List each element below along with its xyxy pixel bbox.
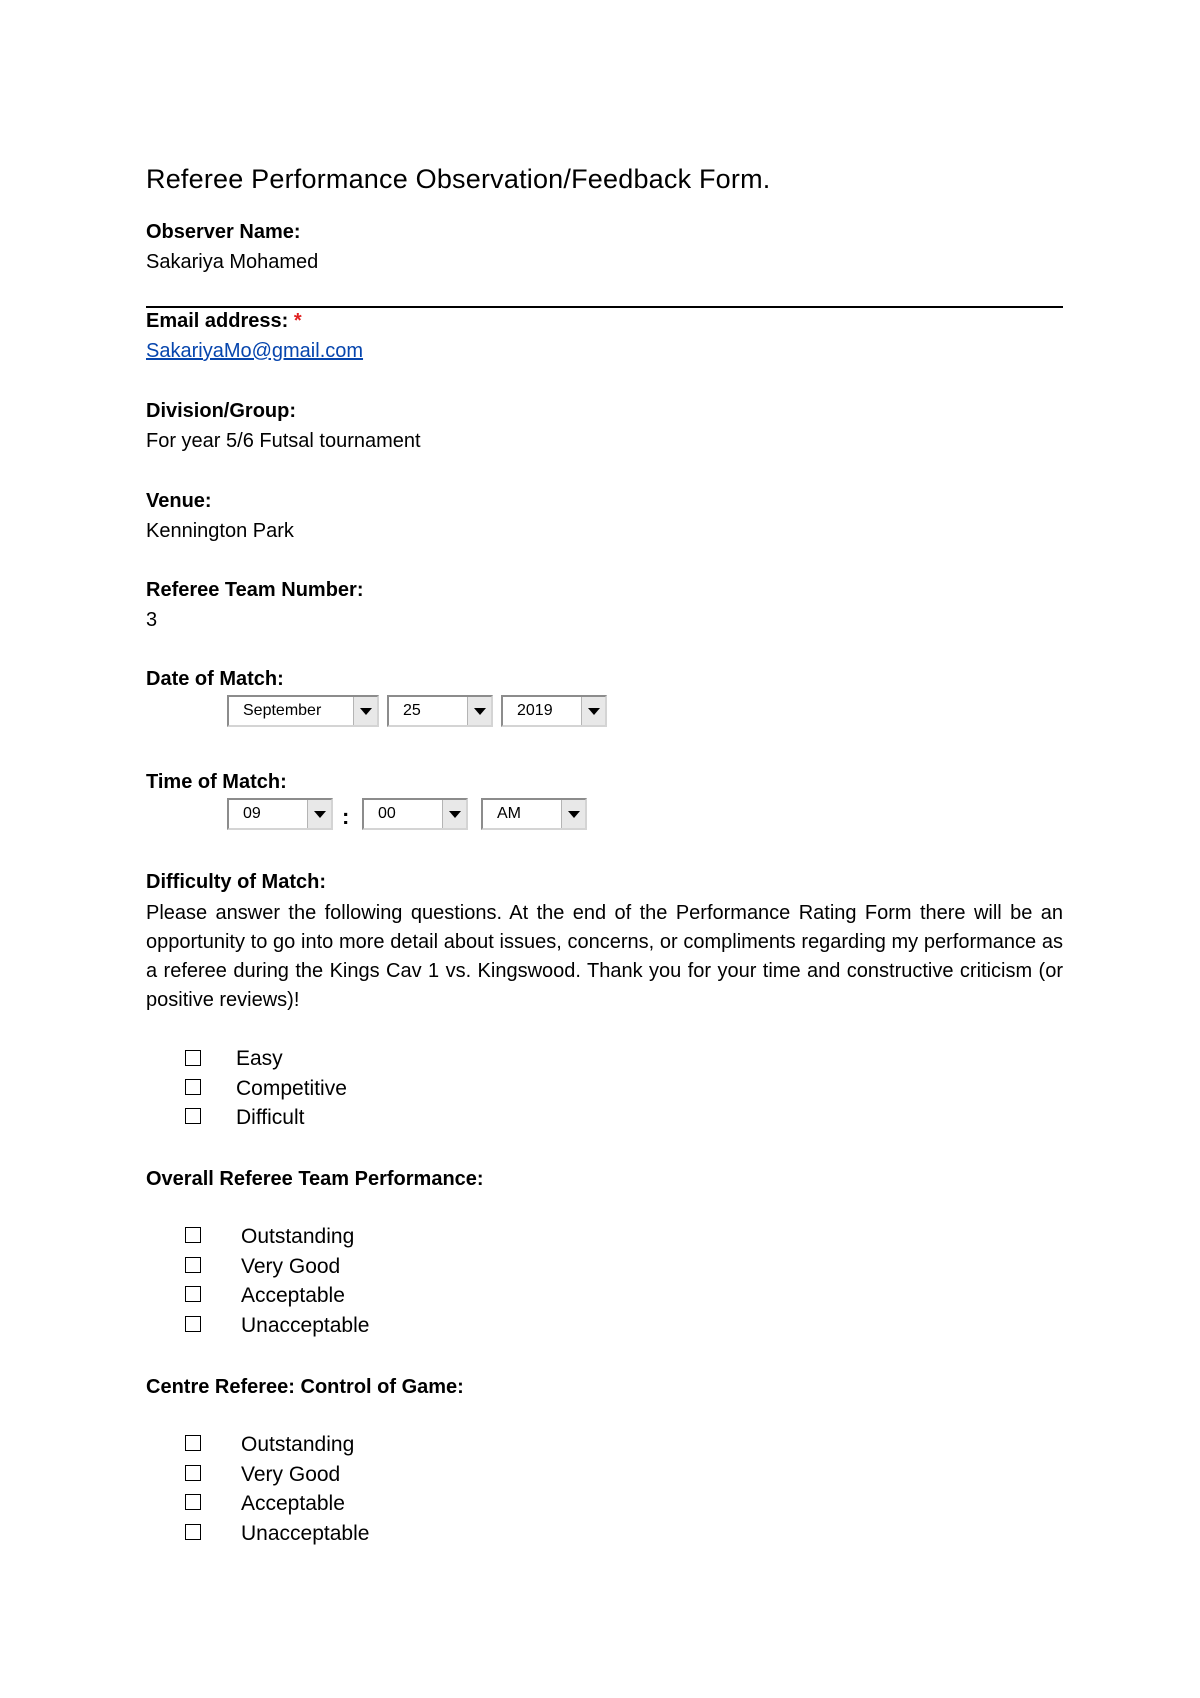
minute-value: 00: [378, 805, 396, 822]
checkbox-difficult[interactable]: [185, 1108, 201, 1124]
option-easy: Easy: [236, 1047, 283, 1070]
minute-select[interactable]: [362, 798, 468, 830]
team-number-value: 3: [146, 609, 158, 631]
venue-value: Kennington Park: [146, 520, 294, 542]
team-number-label: Referee Team Number:: [146, 579, 364, 601]
hour-select[interactable]: [227, 798, 333, 830]
month-value: September: [243, 702, 322, 719]
observer-value: Sakariya Mohamed: [146, 251, 319, 273]
chevron-down-icon[interactable]: [467, 697, 491, 725]
option-overall-very-good: Very Good: [241, 1255, 341, 1278]
option-centre-acceptable: Acceptable: [241, 1492, 345, 1515]
option-overall-outstanding: Outstanding: [241, 1225, 355, 1248]
checkbox-overall-unacceptable[interactable]: [185, 1316, 201, 1332]
date-label: Date of Match:: [146, 668, 284, 690]
email-label-text: Email address:: [146, 310, 289, 332]
divider: [146, 306, 1063, 308]
option-centre-outstanding: Outstanding: [241, 1433, 355, 1456]
option-overall-unacceptable: Unacceptable: [241, 1314, 370, 1337]
hour-value: 09: [243, 805, 261, 822]
ampm-select[interactable]: [481, 798, 587, 830]
year-select[interactable]: [501, 695, 607, 727]
overall-label: Overall Referee Team Performance:: [146, 1168, 484, 1190]
year-value: 2019: [517, 702, 553, 719]
division-label: Division/Group:: [146, 400, 296, 422]
day-value: 25: [403, 702, 421, 719]
observer-label: Observer Name:: [146, 221, 301, 243]
day-select[interactable]: [387, 695, 493, 727]
chevron-down-icon[interactable]: [307, 800, 331, 828]
option-centre-very-good: Very Good: [241, 1463, 341, 1486]
option-competitive: Competitive: [236, 1077, 347, 1100]
option-overall-acceptable: Acceptable: [241, 1284, 345, 1307]
month-select[interactable]: [227, 695, 379, 727]
checkbox-competitive[interactable]: [185, 1079, 201, 1095]
checkbox-centre-outstanding[interactable]: [185, 1435, 201, 1451]
checkbox-overall-very-good[interactable]: [185, 1257, 201, 1273]
ampm-value: AM: [497, 805, 521, 822]
option-difficult: Difficult: [236, 1106, 305, 1129]
difficulty-description: Please answer the following questions. At the end of the Performance Rating Form there will be an opportunity to go into more detail about issues, concerns, or compliments regarding my performance as a referee during the Kings Cav 1 vs. Kingswood. Thank you for your time and constructive criticism (or positive reviews)!: [146, 902, 1063, 1011]
division-value: For year 5/6 Futsal tournament: [146, 430, 421, 452]
chevron-down-icon[interactable]: [581, 697, 605, 725]
checkbox-overall-outstanding[interactable]: [185, 1227, 201, 1243]
checkbox-overall-acceptable[interactable]: [185, 1286, 201, 1302]
venue-label: Venue:: [146, 490, 212, 512]
time-label: Time of Match:: [146, 771, 287, 793]
email-label: [146, 310, 302, 333]
email-link[interactable]: SakariyaMo@gmail.com: [146, 340, 364, 362]
checkbox-centre-very-good[interactable]: [185, 1465, 201, 1481]
centre-label: Centre Referee: Control of Game:: [146, 1376, 464, 1398]
checkbox-centre-unacceptable[interactable]: [185, 1524, 201, 1540]
required-marker: *: [293, 310, 302, 332]
chevron-down-icon[interactable]: [442, 800, 466, 828]
time-separator: :: [342, 804, 350, 829]
checkbox-centre-acceptable[interactable]: [185, 1494, 201, 1510]
checkbox-easy[interactable]: [185, 1050, 201, 1066]
difficulty-label: Difficulty of Match:: [146, 871, 326, 893]
chevron-down-icon[interactable]: [561, 800, 585, 828]
option-centre-unacceptable: Unacceptable: [241, 1522, 370, 1545]
form-title: Referee Performance Observation/Feedback Form.: [146, 164, 771, 194]
chevron-down-icon[interactable]: [353, 697, 377, 725]
